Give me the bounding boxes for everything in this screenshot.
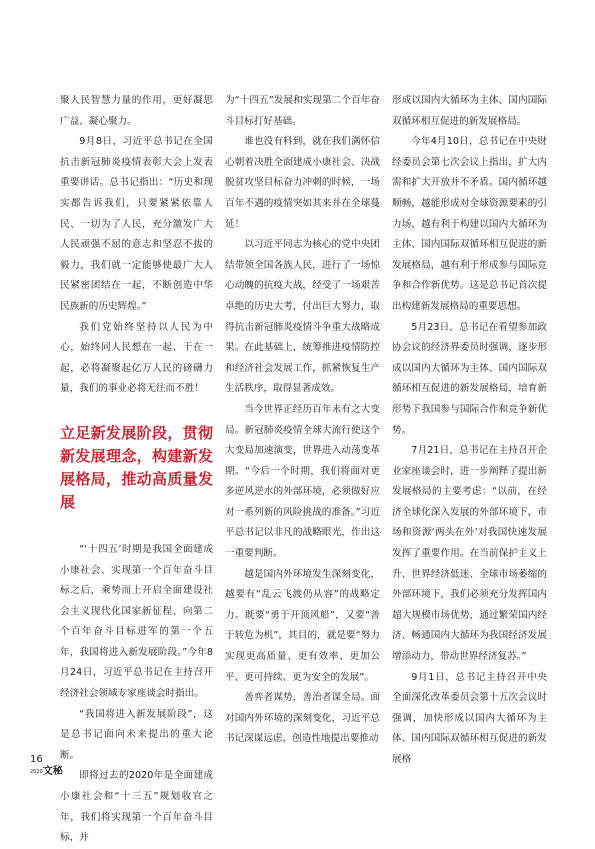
paragraph: 5月23日，总书记在看望参加政协会议的经济界委员时强调，逐步形成以国内大循环为主体、国内国际双循环相互促进的新发展格局，培育新形势下我国参与国际合作和竞争新优势。 [392, 321, 547, 436]
paragraph: 9月8日，习近平总书记在全国抗击新冠肺炎疫情表彰大会上发表重要讲话。总书记指出：“历史和现实都告诉我们，只要紧紧依靠人民、一切为了人民，充分激发广大人民顽强不屈的意志和坚忍不拔的毅力，我们就一定能够使最广大人民紧密团结在一起，不断创造中华民族新的历史辉煌。” [60, 136, 213, 312]
paragraph: 聚人民智慧力量的作用，更好凝思广益、凝心聚力。 [60, 95, 213, 127]
text-column-1 [60, 91, 213, 849]
paragraph: 以习近平同志为核心的党中央团结带领全国各族人民，进行了一场惊心动魄的抗疫大战，经受了一场艰苦卓绝的历史大考，付出巨大努力，取得抗击新冠肺炎疫情斗争重大战略成果。在此基础上，统筹推进疫情防控和经济社会发展工作，抓紧恢复生产生活秩序，取得显著成效。 [225, 239, 380, 395]
page-number: 16 [30, 754, 43, 765]
paragraph: 为“十四五”发展和实现第二个百年奋斗目标打好基础。 [225, 95, 380, 127]
paragraph: “我国将进入新发展阶段”，这是总书记面向未来提出的重大论断。 [60, 708, 213, 761]
paragraph: “‘十四五’时期是我国全面建成小康社会、实现第一个百年奋斗目标之后，乘势而上开启全面建设社会主义现代化国家新征程、向第二个百年奋斗目标进军的第一个五年，我国将进入新发展阶段。”今年8月24日，习近平总书记在主持召开经济社会领域专家座谈会时指出。 [60, 543, 213, 700]
paragraph: 谁也没有料到，就在我们满怀信心朝着决胜全面建成小康社会、决战脱贫攻坚目标奋力冲刺的时候，一场百年不遇的疫情突如其来并在全球蔓延！ [225, 136, 380, 230]
paragraph: 今年4月10日，总书记在中央财经委员会第七次会议上指出，扩大内需和扩大开放并不矛盾。国内循环越顺畅，越能形成对全球资源要素的引力场，越有利于构建以国内大循环为主体、国内国际双循环相互促进的新发展格局，越有利于形成参与国际竞争和合作新优势。这是总书记首次提出构建新发展格局的重要思想。 [392, 136, 547, 312]
text-column-3 [392, 91, 547, 771]
paragraph: 7月21日，总书记在主持召开企业家座谈会时，进一步阐释了提出新发展格局的主要考虑：“以前，在经济全球化深入发展的外部环境下，市场和资源‘两头在外’对我国快速发展发挥了重要作用。在当前保护主义上升、世界经济低迷、全球市场萎缩的外部环境下，我们必须充分发挥国内超大规模市场优势，通过繁荣国内经济、畅通国内大循环为我国经济发展增添动力，带动世界经济复苏。” [392, 445, 547, 663]
paragraph: 善弈者谋势，善治者谋全局。面对国内外环境的深刻变化，习近平总书记深谋远虑，创造性地提出要推动 [225, 692, 380, 745]
section-heading: 立足新发展阶段，贯彻新发展理念，构建新发展格局，推动高质量发展 [60, 423, 213, 511]
text-column-2 [225, 91, 380, 750]
paragraph: 我们党始终坚持以人民为中心，始终同人民想在一起、干在一起，必将凝聚起亿万人民的磅礴力量，我们的事业必将无往而不胜！ [60, 321, 213, 395]
paragraph: 即将过去的2020年是全面建成小康社会和“十三五”规划收官之年，我们将实现第一个百年奋斗目标，并 [60, 770, 213, 844]
paragraph: 形成以国内大循环为主体、国内国际双循环相互促进的新发展格局。 [392, 95, 547, 127]
magazine-logo [30, 766, 63, 778]
paragraph: 当今世界正经历百年未有之大变局。新冠肺炎疫情全球大流行使这个大变局加速演变，世界进入动荡变革期。“今后一个时期，我们将面对更多逆风逆水的外部环境，必须做好应对一系列新的风险挑战的准备。”习近平总书记以非凡的战略眼光，作出这一重要判断。 [225, 403, 380, 560]
paragraph: 越是国内外环境发生深刻变化，越要有“乱云飞渡仍从容”的战略定力。既要“勇于开顶风船”，又要“善于转危为机”，其目的，就是要“努力实现更高质量、更有效率、更加公平、更可持续、更为安全的发展”。 [225, 568, 380, 683]
magazine-year: 2020 [30, 769, 43, 775]
page-footer [30, 754, 63, 778]
magazine-name: 文秘 [42, 766, 63, 777]
paragraph: 9月1日，总书记主持召开中央全面深化改革委员会第十五次会议时强调，加快形成以国内大循环为主体、国内国际双循环相互促进的新发展格 [392, 671, 547, 765]
